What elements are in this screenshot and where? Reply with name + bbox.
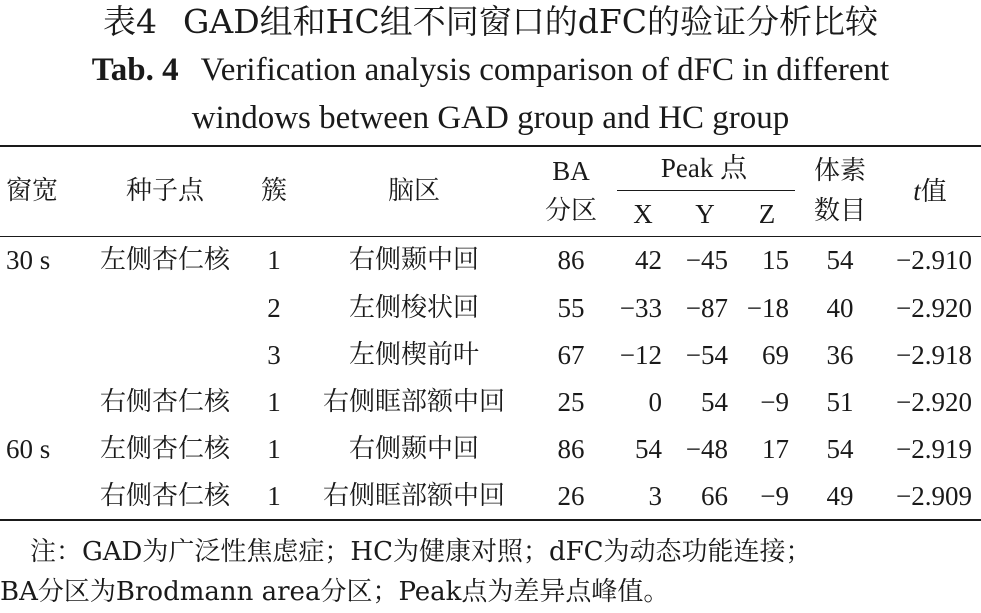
cell-y: 66 xyxy=(701,481,728,511)
header-peak: Peak 点 xyxy=(660,153,748,183)
header-ba-bottom: 分区 xyxy=(544,196,598,226)
cell-z: 69 xyxy=(762,340,789,370)
header-x: X xyxy=(633,199,653,229)
table-title-en-line1: Verification analysis comparison of dFC in different xyxy=(200,52,890,88)
cell-window: 60 s xyxy=(6,434,51,464)
cell-seed: 左侧杏仁核 xyxy=(99,434,231,464)
cell-cluster: 1 xyxy=(267,434,281,464)
cell-cluster: 3 xyxy=(267,340,281,370)
header-window: 窗宽 xyxy=(6,176,59,206)
header-t-symbol: t xyxy=(913,176,921,206)
cell-region: 右侧颞中回 xyxy=(348,434,480,464)
header-t xyxy=(913,175,947,208)
cell-x: 3 xyxy=(648,481,662,511)
cell-voxels: 54 xyxy=(826,245,854,275)
cell-t: −2.920 xyxy=(896,293,972,323)
cell-z: 15 xyxy=(762,245,789,275)
header-region: 脑区 xyxy=(387,176,441,206)
note-line-2: BA分区为Brodmann area分区；Peak点为差异点峰值。 xyxy=(0,577,670,607)
cell-y: −54 xyxy=(685,340,728,370)
cell-cluster: 2 xyxy=(267,293,281,323)
cell-voxels: 51 xyxy=(826,387,854,417)
table-note xyxy=(0,532,981,612)
cell-x: −12 xyxy=(619,340,662,370)
cell-t: −2.918 xyxy=(896,340,972,370)
header-voxel-bottom: 数目 xyxy=(813,196,867,226)
cell-window: 30 s xyxy=(6,245,51,275)
table-title-cn xyxy=(0,0,981,44)
cell-region: 右侧眶部额中回 xyxy=(322,481,506,511)
table-title-en xyxy=(0,46,981,142)
cell-cluster: 1 xyxy=(267,481,281,511)
cell-x: 54 xyxy=(635,434,662,464)
header-y: Y xyxy=(695,199,715,229)
cell-region: 右侧眶部额中回 xyxy=(322,387,506,417)
table-bottom-rule xyxy=(0,519,981,521)
cell-seed: 右侧杏仁核 xyxy=(99,481,231,511)
cell-ba: 55 xyxy=(557,293,585,323)
cell-cluster: 1 xyxy=(267,245,281,275)
cell-x: 0 xyxy=(648,387,662,417)
cell-x: 42 xyxy=(635,245,662,275)
cell-ba: 25 xyxy=(557,387,585,417)
cell-ba: 26 xyxy=(557,481,585,511)
cell-region: 右侧颞中回 xyxy=(348,245,480,275)
cell-voxels: 40 xyxy=(826,293,854,323)
cell-z: 17 xyxy=(762,434,789,464)
cell-x: −33 xyxy=(619,293,662,323)
cell-z: −9 xyxy=(760,481,789,511)
table-number-cn: 表4 xyxy=(103,2,158,41)
cell-t: −2.920 xyxy=(896,387,972,417)
cell-region: 左侧梭状回 xyxy=(348,293,480,323)
cell-t: −2.919 xyxy=(896,434,972,464)
header-t-suffix: 值 xyxy=(920,177,947,207)
table-number-en: Tab. 4 xyxy=(91,52,179,88)
cell-voxels: 49 xyxy=(826,481,854,511)
cell-voxels: 54 xyxy=(826,434,854,464)
cell-t: −2.910 xyxy=(896,245,972,275)
cell-z: −9 xyxy=(760,387,789,417)
header-z: Z xyxy=(758,199,776,229)
cell-seed: 左侧杏仁核 xyxy=(99,245,231,275)
cell-ba: 86 xyxy=(557,434,585,464)
header-ba-top: BA xyxy=(552,156,590,186)
cell-region: 左侧楔前叶 xyxy=(348,340,480,370)
peak-group-rule xyxy=(617,190,795,191)
table-title-en-line2: windows between GAD group and HC group xyxy=(191,100,790,136)
cell-voxels: 36 xyxy=(826,340,854,370)
cell-y: 54 xyxy=(701,387,728,417)
cell-y: −45 xyxy=(685,245,728,275)
header-cluster: 簇 xyxy=(260,176,288,206)
cell-ba: 67 xyxy=(557,340,585,370)
header-seed: 种子点 xyxy=(125,176,205,206)
cell-cluster: 1 xyxy=(267,387,281,417)
note-line-1: 注：GAD为广泛性焦虑症；HC为健康对照；dFC为动态功能连接； xyxy=(30,537,812,567)
header-voxel-top: 体素 xyxy=(813,156,867,186)
cell-t: −2.909 xyxy=(896,481,972,511)
cell-z: −18 xyxy=(746,293,789,323)
table-header-rule xyxy=(0,236,981,237)
cell-y: −87 xyxy=(685,293,728,323)
cell-seed: 右侧杏仁核 xyxy=(99,387,231,417)
cell-y: −48 xyxy=(685,434,728,464)
table-title-cn-text: GAD组和HC组不同窗口的dFC的验证分析比较 xyxy=(183,2,878,41)
table-top-rule xyxy=(0,145,981,147)
cell-ba: 86 xyxy=(557,245,585,275)
